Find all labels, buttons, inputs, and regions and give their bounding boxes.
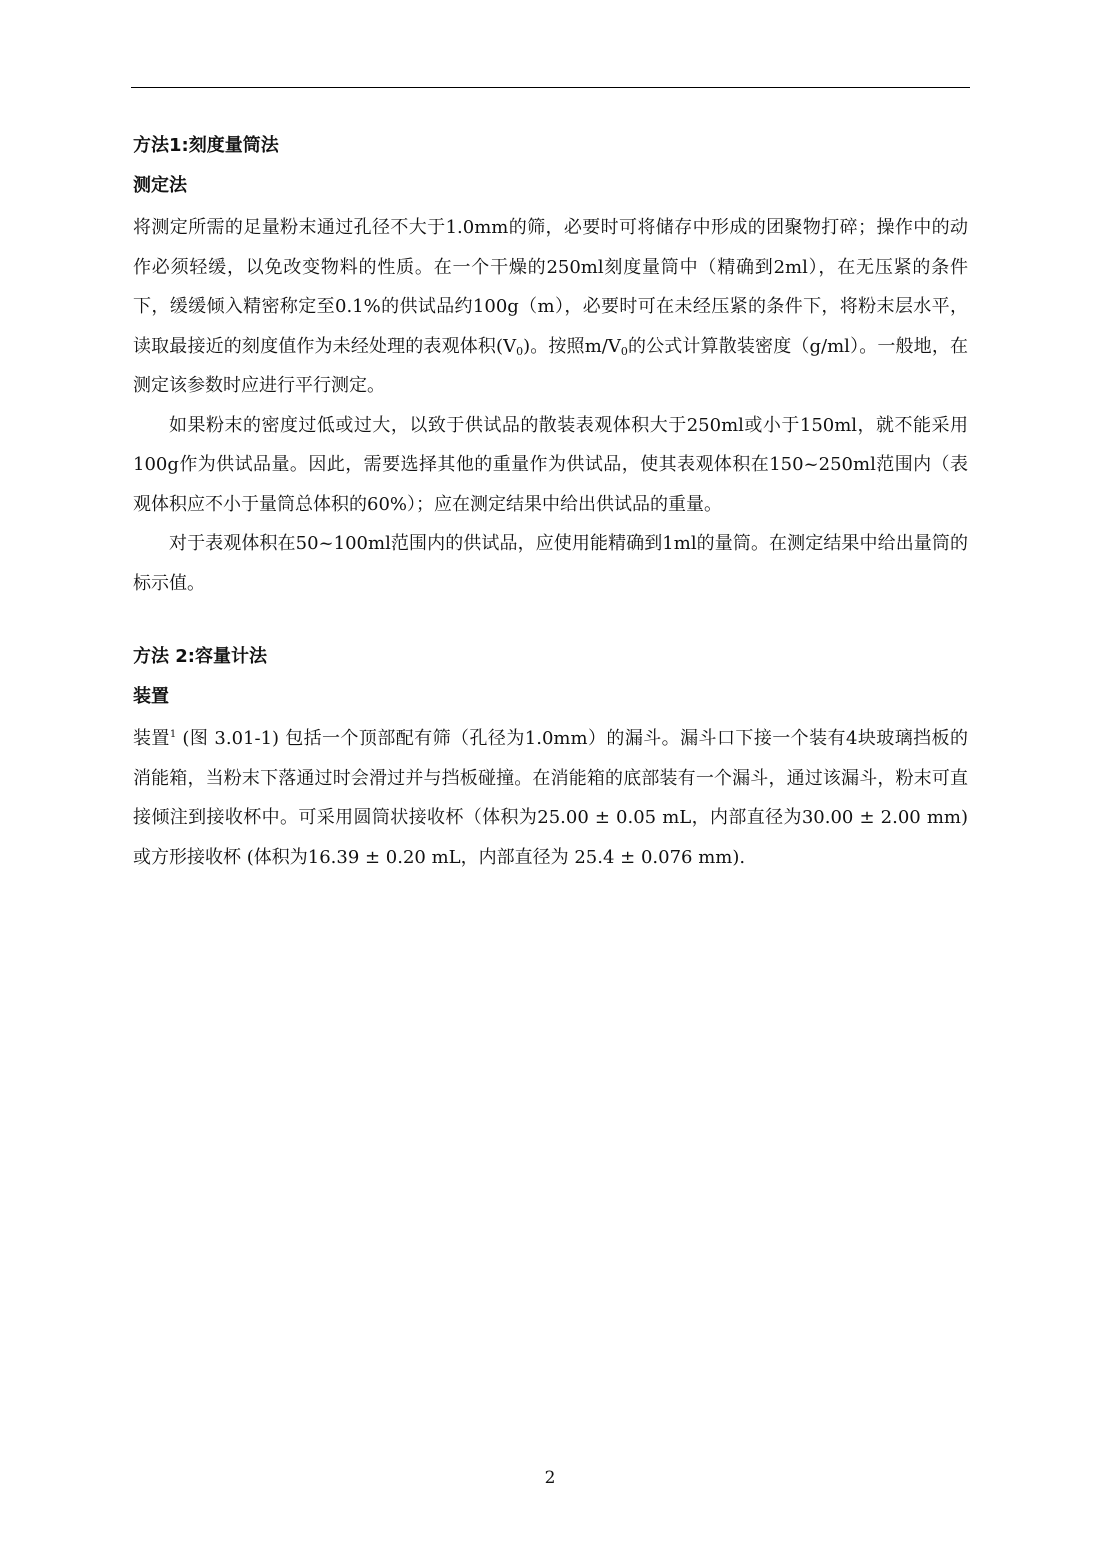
section-spacer — [133, 603, 968, 639]
method1-paragraph-2: 如果粉末的密度过低或过大，以致于供试品的散装表观体积大于250ml或小于150ml，就不能采用100g作为供试品量。因此，需要选择其他的重量作为供试品，使其表观体积在150~250ml范围内（表观体积应不小于量筒总体积的60%）；应在测定结果中给出供试品的重量。 — [133, 414, 968, 515]
method2-p1-text-a: 装置 — [133, 728, 170, 749]
method1-p1-subscript-1: 0 — [516, 344, 524, 358]
method2-paragraph-1 — [133, 719, 968, 877]
method1-paragraph-3: 对于表观体积在50~100ml范围内的供试品，应使用能精确到1ml的量筒。在测定结果中给出量筒的标示值。 — [133, 533, 968, 594]
method2-subheading: 装置 — [133, 686, 169, 707]
method1-subheading: 测定法 — [133, 175, 187, 196]
page-body — [133, 128, 968, 877]
method1-paragraph-1 — [133, 208, 968, 406]
method1-p1-text-c: 的公式计算散装密度（g/ml）。一般地，在测定该参数时应进行平行测定。 — [133, 335, 968, 396]
method1-p1-text-a: 将测定所需的足量粉末通过孔径不大于1.0mm的筛，必要时可将储存中形成的团聚物打碎；操作中的动作必须轻缓，以免改变物料的性质。在一个干燥的250ml刻度量筒中（精确到2ml），在无压紧的条件下，缓缓倾入精密称定至0.1%的供试品约100g（m），必要时可在未经压紧的条件下，将粉末层水平，读取最接近的刻度值作为未经处理的表观体积(V — [133, 217, 968, 357]
page-number: 2 — [544, 1468, 556, 1488]
header-rule — [131, 87, 970, 88]
method1-p1-text-b: )。按照m/V — [523, 335, 621, 357]
method1-heading: 方法1:刻度量筒法 — [133, 135, 279, 156]
method2-heading: 方法 2:容量计法 — [133, 646, 267, 667]
footnote-marker: 1 — [169, 729, 177, 740]
method2-p1-text-b: (图 3.01-1) 包括一个顶部配有筛（孔径为1.0mm）的漏斗。漏斗口下接一个装有4块玻璃挡板的消能箱，当粉末下落通过时会滑过并与挡板碰撞。在消能箱的底部装有一个漏斗，通过该漏斗，粉末可直接倾注到接收杯中。可采用圆筒状接收杯（体积为25.00 ± 0.05 mL，内部直径为30.00 ± 2.00 mm) 或方形接收杯 (体积为16.39 ± 0.20 mL，内部直径为 25.4 ± 0.076 mm). — [133, 728, 968, 868]
method1-p1-subscript-2: 0 — [620, 344, 628, 358]
